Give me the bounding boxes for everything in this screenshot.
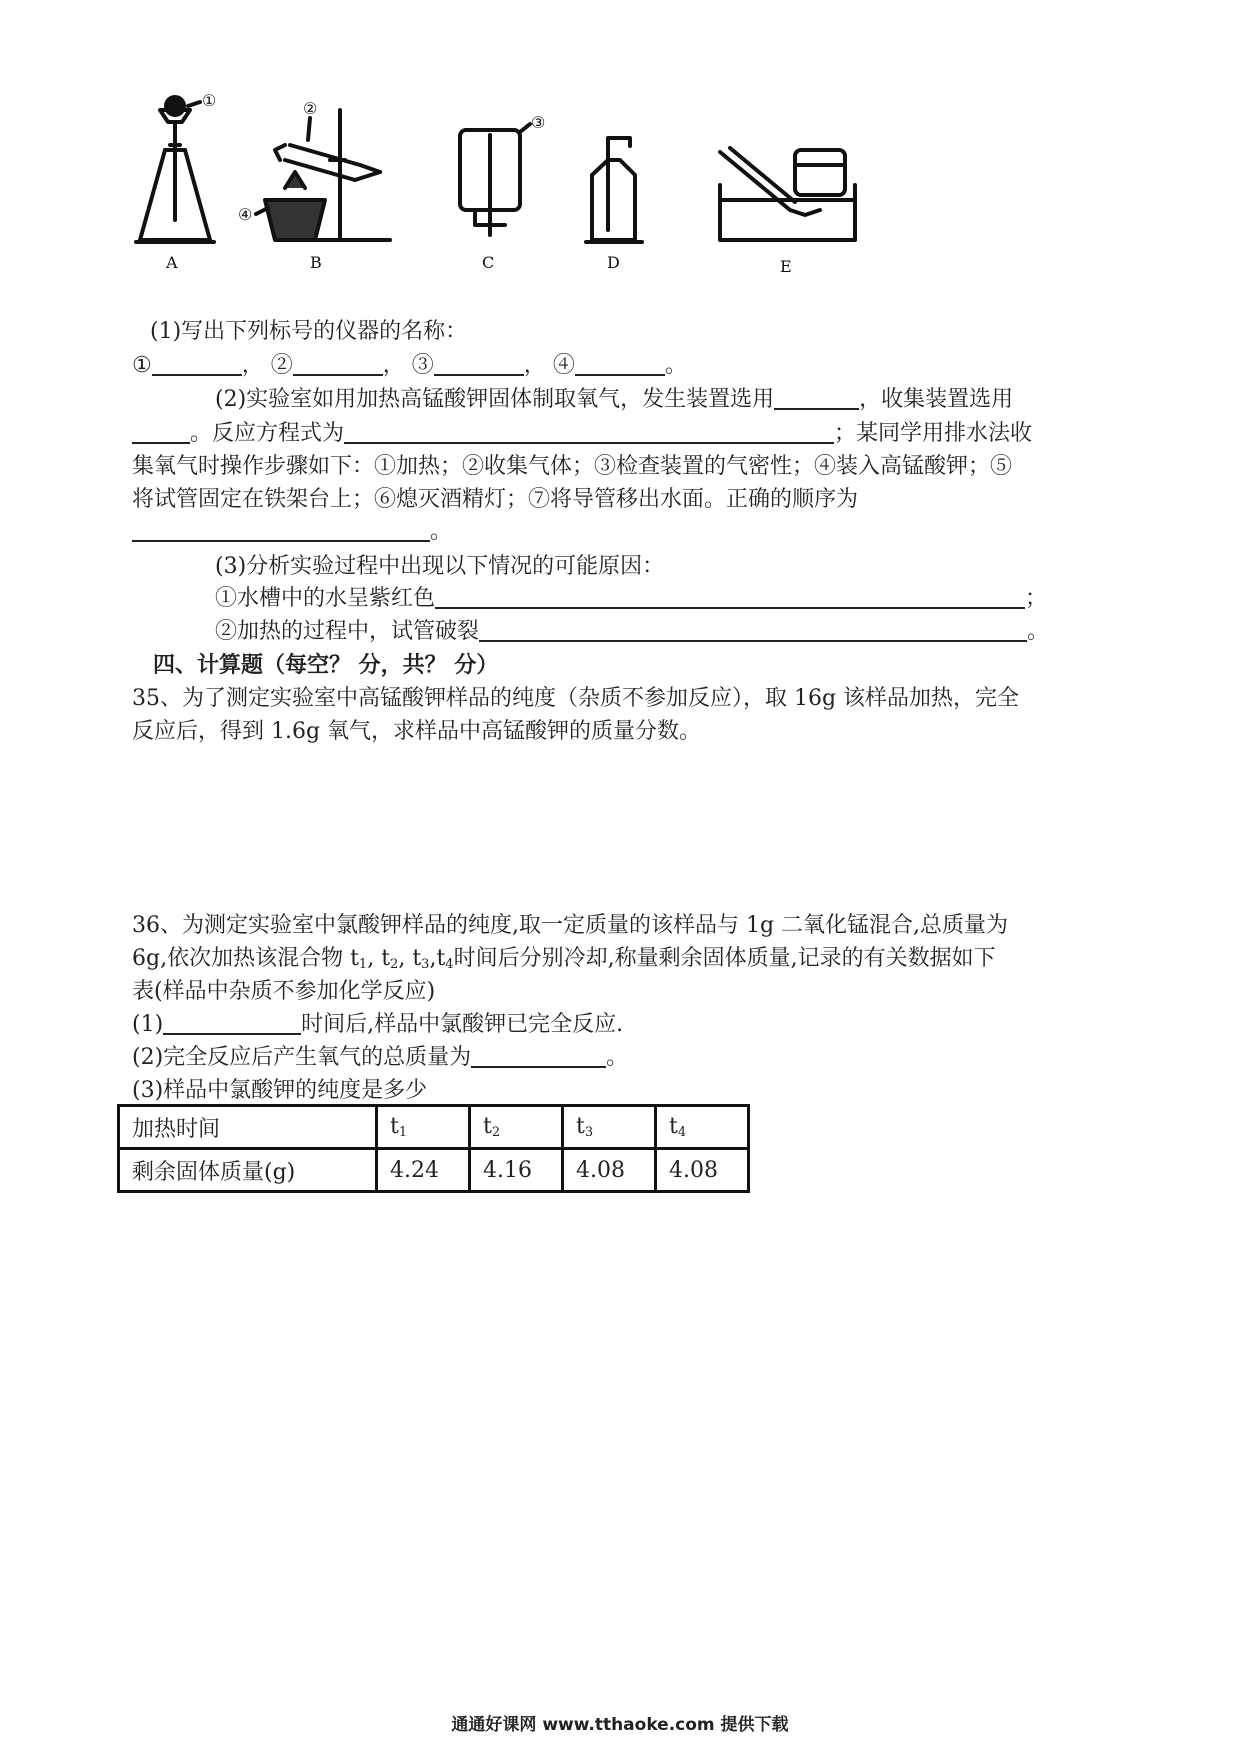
table-time-cell [656,1106,749,1149]
period: 。 [1027,619,1050,644]
separator: ， [523,353,546,378]
t-symbol: t [483,1114,492,1139]
q34-part2-line1 [215,386,1013,414]
answer-blank[interactable] [435,585,1025,609]
subscript: 2 [390,957,399,972]
q36-line2 [132,945,996,979]
q34-part2-text-c: 。反应方程式为 [190,421,345,446]
table-time-cell [377,1106,470,1149]
table-row-label: 剩余固体质量(g) [119,1149,377,1192]
answer-blank[interactable] [575,352,665,376]
t-symbol: t [436,946,446,971]
apparatus-figure [130,90,990,290]
label-d: D [607,253,620,272]
page-footer: 通通好课网 www.tthaoke.com 提供下载 [451,1715,789,1735]
subscript: 3 [584,1125,594,1140]
q34-part3-item1 [215,585,1047,613]
subscript: 3 [421,957,430,972]
label-e: E [780,257,792,276]
table-time-cell [563,1106,656,1149]
q34-part2-text-d: ；某同学用排水法收 [834,421,1033,446]
q36-line3: 表(样品中杂质不参加化学反应) [132,979,436,1004]
q36-part1-text: 时间后,样品中氯酸钾已完全反应. [301,1012,624,1037]
semicolon: ； [1025,586,1048,611]
answer-blank[interactable] [132,420,190,444]
comma: , [367,946,375,971]
q34-part1-prompt: (1)写出下列标号的仪器的名称： [150,319,468,344]
q36-line2-text-b: 时间后分别冷却,称量剩余固体质量,记录的有关数据如下 [453,946,996,971]
separator: ， [241,353,264,378]
apparatus-c [460,130,520,235]
q35-line2: 反应后，得到 1.6g 氧气，求样品中高锰酸钾的质量分数。 [132,719,702,744]
q34-part3-item2-text: ②加热的过程中，试管破裂 [215,619,480,644]
period: 。 [430,519,453,544]
q34-part1-blanks [132,352,687,380]
answer-blank[interactable] [152,352,242,376]
answer-blank[interactable] [774,386,859,410]
q34-part3-item1-text: ①水槽中的水呈紫红色 [215,586,436,611]
q36-part2-text: (2)完全反应后产生氧气的总质量为 [132,1045,472,1070]
table-value-cell: 4.08 [563,1149,656,1192]
separator: ， [382,353,405,378]
blank-label-3: ③ [411,353,434,378]
order-blank[interactable] [132,518,430,542]
q34-part2-text: (2)实验室如用加热高锰酸钾固体制取氧气，发生装置选用 [215,387,775,412]
answer-blank[interactable] [163,1011,301,1035]
subscript: 4 [677,1125,687,1140]
table-header-cell: 加热时间 [119,1106,377,1149]
q36-part3: (3)样品中氯酸钾的纯度是多少 [132,1078,428,1103]
equation-blank[interactable] [344,420,834,444]
t-symbol: t [412,946,422,971]
subscript: 2 [491,1125,501,1140]
q36-part1 [132,1011,623,1039]
q36-line1: 36、为测定实验室中氯酸钾样品的纯度,取一定质量的该样品与 1g 二氧化锰混合,总质量为 [132,913,1009,938]
subscript: 1 [398,1125,408,1140]
q35-line1: 35、为了测定实验室中高锰酸钾样品的纯度（杂质不参加反应），取 16g 该样品加热，完全 [132,686,1020,711]
blank-label-2: ② [270,353,293,378]
blank-label-4: ④ [552,353,575,378]
table-value-cell: 4.08 [656,1149,749,1192]
table-row [119,1106,749,1149]
marker-2: ② [303,99,318,118]
comma: , [398,946,406,971]
q36-part2 [132,1044,628,1072]
subscript: 4 [445,957,454,972]
q34-part2-line2 [132,420,1032,448]
q34-part3-item2 [215,618,1049,646]
q34-part2-text-b: ，收集装置选用 [859,387,1014,412]
apparatus-e [720,148,855,240]
apparatus-b [265,110,390,240]
q36-part1-label: (1) [132,1012,164,1037]
q34-part2-line5 [132,518,452,546]
period: 。 [606,1045,629,1070]
t-symbol: t [390,1114,399,1139]
answer-blank[interactable] [479,618,1027,642]
label-c: C [482,253,495,272]
apparatus-d [586,138,642,242]
label-b: B [310,253,322,272]
period: 。 [664,353,687,378]
answer-blank[interactable] [434,352,524,376]
comma: , [429,946,437,971]
answer-blank[interactable] [471,1044,606,1068]
table-time-cell [470,1106,563,1149]
t-symbol: t [669,1114,678,1139]
subscript: 1 [358,957,368,972]
marker-1: ① [202,91,217,110]
t-symbol: t [381,946,391,971]
section-4-heading: 四、计算题（每空？ 分，共？ 分） [153,652,499,678]
t-symbol: t [576,1114,585,1139]
q36-line2-text: 6g,依次加热该混合物 t [132,946,359,971]
apparatus-a [136,97,214,242]
marker-3: ③ [531,113,546,132]
answer-blank[interactable] [293,352,383,376]
table-value-cell: 4.16 [470,1149,563,1192]
q34-part3-prompt: (3)分析实验过程中出现以下情况的可能原因： [215,554,665,579]
blank-label-1: ① [132,353,152,378]
table-value-cell: 4.24 [377,1149,470,1192]
data-table [117,1104,750,1193]
label-a: A [166,253,178,272]
q34-part2-line3: 集氧气时操作步骤如下：①加热；②收集气体；③检查装置的气密性；④装入高锰酸钾；⑤ [132,454,1013,479]
table-row [119,1149,749,1192]
marker-4: ④ [238,205,253,224]
q34-part2-line4: 将试管固定在铁架台上；⑥熄灭酒精灯；⑦将导管移出水面。正确的顺序为 [132,487,859,512]
